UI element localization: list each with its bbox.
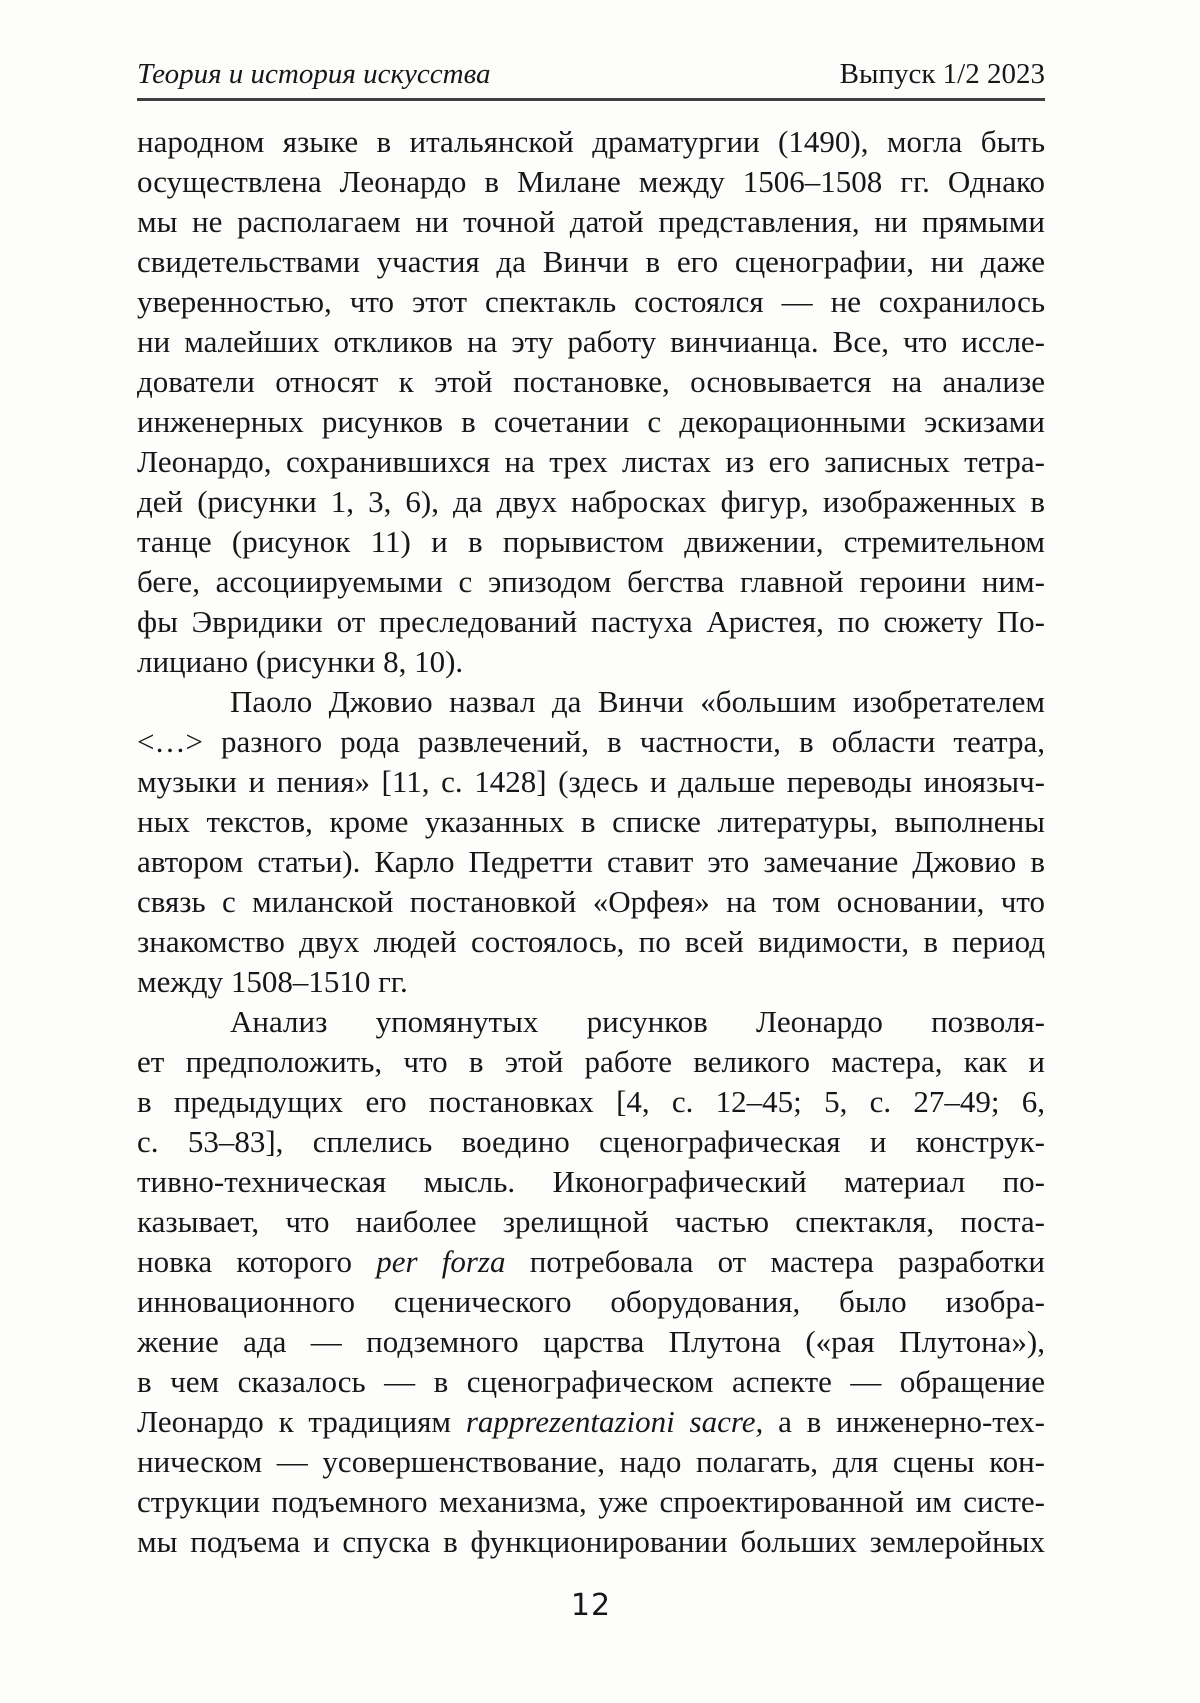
- text-run: жение ада — подземного царства Плутона («рая Плутона»),: [137, 1324, 1045, 1359]
- paragraph: [137, 122, 1045, 682]
- article-body: [137, 122, 1045, 1562]
- text-run: уверенностью, что этот спектакль состоялся — не сохранилось: [137, 284, 1045, 319]
- text-run: между 1508–1510 гг.: [137, 964, 408, 999]
- text-line: [137, 722, 1045, 762]
- text-run: а в инженерно-тех-: [763, 1404, 1045, 1439]
- text-run: ных текстов, кроме указанных в списке литературы, выполнены: [137, 804, 1045, 839]
- text-run: инженерных рисунков в сочетании с декорационными эскизами: [137, 404, 1045, 439]
- text-run: новка которого: [137, 1244, 377, 1279]
- text-line: [137, 522, 1045, 562]
- paragraph: [137, 682, 1045, 1002]
- text-run: знакомство двух людей состоялось, по всей видимости, в период: [137, 924, 1045, 959]
- text-line: [137, 842, 1045, 882]
- text-line: [137, 1242, 1045, 1282]
- text-run: свидетельствами участия да Винчи в его сценографии, ни даже: [137, 244, 1045, 279]
- text-run: струкции подъемного механизма, уже спроектированной им систе-: [137, 1484, 1045, 1519]
- issue-label: Выпуск 1/2 2023: [839, 58, 1045, 90]
- text-run: в чем сказалось — в сценографическом аспекте — обращение: [137, 1364, 1045, 1399]
- text-run: тивно-техническая мысль. Иконографический материал по-: [137, 1164, 1045, 1199]
- text-line: [137, 1322, 1045, 1362]
- text-run: беге, ассоциируемыми с эпизодом бегства главной героини ним-: [137, 564, 1045, 599]
- text-line: [137, 802, 1045, 842]
- text-run: автором статьи). Карло Педретти ставит это замечание Джовио в: [137, 844, 1045, 879]
- header-rule: [137, 98, 1045, 101]
- text-line: [137, 922, 1045, 962]
- text-line: [137, 362, 1045, 402]
- text-run: с. 53–83], сплелись воедино сценографическая и конструк-: [137, 1124, 1045, 1159]
- text-line: [137, 762, 1045, 802]
- text-run: ет предположить, что в этой работе великого мастера, как и: [137, 1044, 1045, 1079]
- text-run: дователи относят к этой постановке, основывается на анализе: [137, 364, 1045, 399]
- text-run: <…> разного рода развлечений, в частности, в области театра,: [137, 724, 1045, 759]
- text-line: [137, 1082, 1045, 1122]
- text-line: [137, 1362, 1045, 1402]
- text-run: дей (рисунки 1, 3, 6), да двух набросках фигур, изображенных в: [137, 484, 1045, 519]
- text-line: [137, 322, 1045, 362]
- text-run: казывает, что наиболее зрелищной частью спектакля, поста-: [137, 1204, 1045, 1239]
- text-line: [137, 682, 1045, 722]
- text-line: [137, 1042, 1045, 1082]
- page-number: 12: [570, 1588, 612, 1623]
- text-line: [137, 1522, 1045, 1562]
- text-line: [137, 242, 1045, 282]
- text-run: народном языке в итальянской драматургии (1490), могла быть: [137, 124, 1045, 159]
- italic-run: per forza: [376, 1244, 506, 1279]
- text-line: [137, 1282, 1045, 1322]
- text-line: [137, 442, 1045, 482]
- text-line: [137, 642, 1045, 682]
- text-line: [137, 1002, 1045, 1042]
- paragraph: [137, 1002, 1045, 1562]
- text-run: связь с миланской постановкой «Орфея» на том основании, что: [137, 884, 1045, 919]
- text-run: ни малейших откликов на эту работу винчианца. Все, что иссле-: [137, 324, 1045, 359]
- text-line: [137, 1402, 1045, 1442]
- text-run: мы не располагаем ни точной датой представления, ни прямыми: [137, 204, 1045, 239]
- text-run: Паоло Джовио назвал да Винчи «большим изобретателем: [230, 684, 1045, 719]
- text-run: фы Эвридики от преследований пастуха Аристея, по сюжету По-: [137, 604, 1045, 639]
- text-line: [137, 202, 1045, 242]
- text-run: лициано (рисунки 8, 10).: [137, 644, 464, 679]
- text-line: [137, 1442, 1045, 1482]
- italic-run: rapprezentazioni sacre,: [465, 1404, 764, 1439]
- text-line: [137, 882, 1045, 922]
- text-line: [137, 1162, 1045, 1202]
- text-line: [137, 122, 1045, 162]
- text-line: [137, 1482, 1045, 1522]
- text-line: [137, 1122, 1045, 1162]
- text-run: Леонардо, сохранившихся на трех листах из его записных тетра-: [137, 444, 1045, 479]
- text-line: [137, 482, 1045, 522]
- text-run: в предыдущих его постановках [4, с. 12–45; 5, с. 27–49; 6,: [137, 1084, 1045, 1119]
- text-line: [137, 402, 1045, 442]
- text-run: ническом — усовершенствование, надо полагать, для сцены кон-: [137, 1444, 1045, 1479]
- text-line: [137, 562, 1045, 602]
- text-line: [137, 282, 1045, 322]
- text-run: потребовала от мастера разработки: [505, 1244, 1045, 1279]
- page-content: [137, 0, 1045, 1623]
- text-run: музыки и пения» [11, с. 1428] (здесь и дальше переводы иноязыч-: [137, 764, 1045, 799]
- running-header: [137, 56, 1045, 92]
- text-line: [137, 602, 1045, 642]
- running-title: Теория и история искусства: [137, 58, 491, 90]
- text-run: Леонардо к традициям: [137, 1404, 466, 1439]
- text-run: Анализ упомянутых рисунков Леонардо позволя-: [230, 1004, 1045, 1039]
- text-run: мы подъема и спуска в функционировании больших землеройных: [137, 1524, 1045, 1559]
- text-line: [137, 962, 1045, 1002]
- text-line: [137, 1202, 1045, 1242]
- text-run: танце (рисунок 11) и в порывистом движении, стремительном: [137, 524, 1045, 559]
- text-run: инновационного сценического оборудования, было изобра-: [137, 1284, 1045, 1319]
- text-line: [137, 162, 1045, 202]
- text-run: осуществлена Леонардо в Милане между 1506–1508 гг. Однако: [137, 164, 1045, 199]
